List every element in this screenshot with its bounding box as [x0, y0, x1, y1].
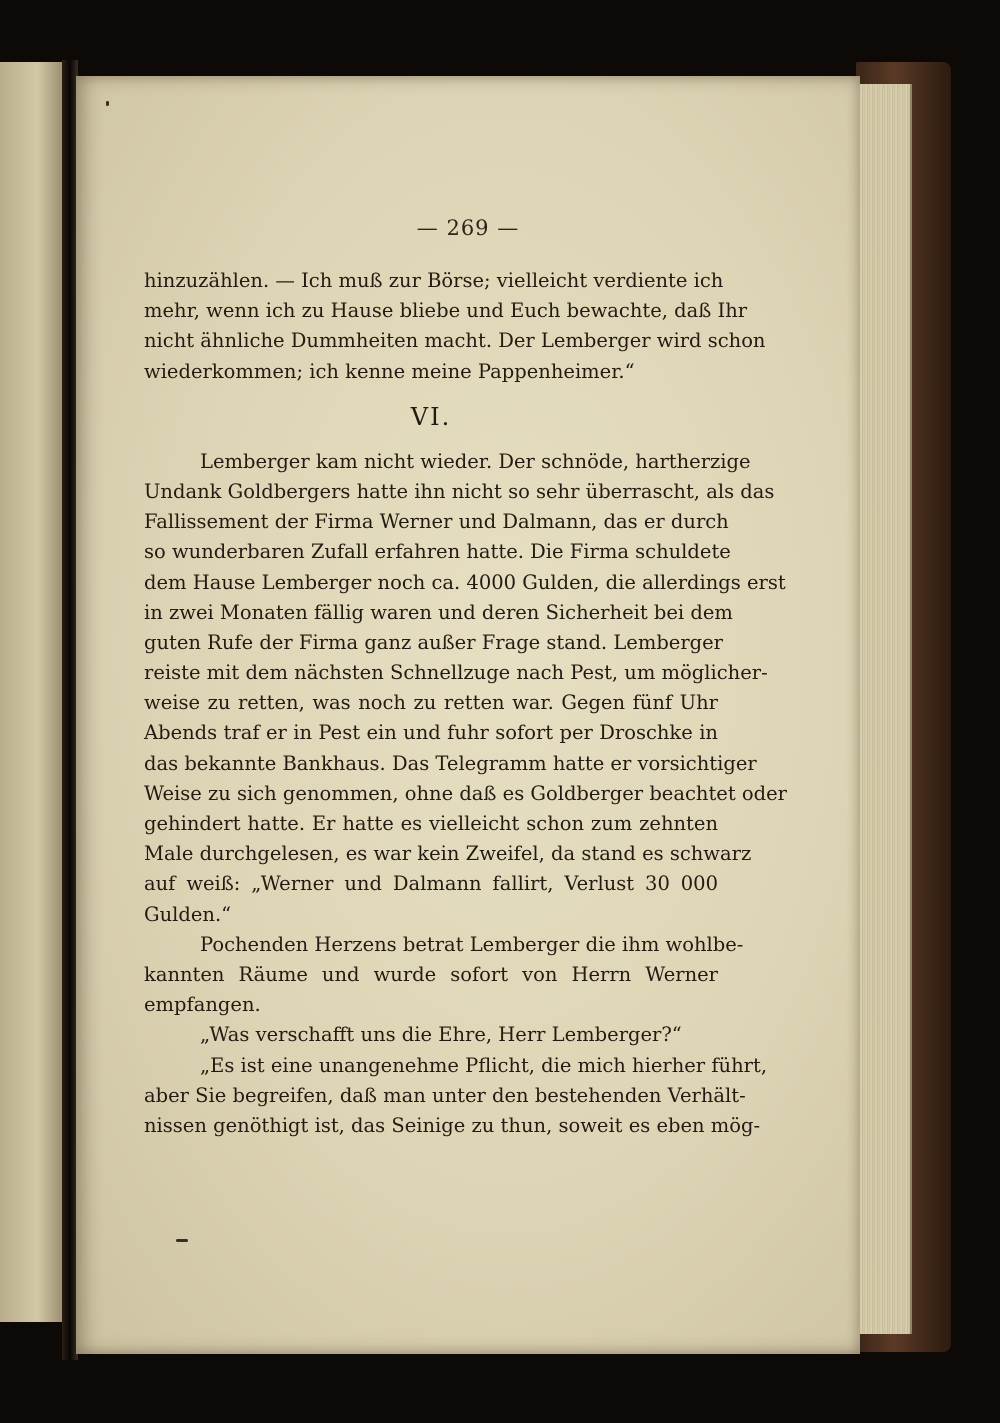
ink-speck	[106, 101, 109, 106]
text-line: Lemberger kam nicht wieder. Der schnöde, hartherzige	[200, 449, 751, 473]
text-line: gehindert hatte. Er hatte es vielleicht schon zum zehnten	[144, 812, 718, 835]
page-edges	[858, 84, 912, 1334]
text-line: Pochenden Herzens betrat Lemberger die ihm wohlbe-	[200, 932, 744, 956]
text-line: Fallissement der Firma Werner und Dalmann, das er durch	[144, 510, 729, 534]
text-line: aber Sie begreifen, daß man unter den bestehenden Verhält-	[144, 1083, 746, 1107]
text-line: kannten Räume und wurde sofort von Herrn Werner	[144, 962, 718, 986]
text-line: Male durchgelesen, es war kein Zweifel, da stand es schwarz	[144, 842, 752, 866]
text-line: guten Rufe der Firma ganz außer Frage stand. Lemberger	[144, 630, 724, 654]
paragraph-2	[144, 447, 787, 930]
paragraph-4	[144, 1020, 718, 1050]
text-line: das bekannte Bankhaus. Das Telegramm hatte er vorsichtiger	[144, 751, 757, 775]
text-line: wiederkommen; ich kenne meine Pappenheimer.“	[144, 359, 635, 383]
text-line: Abends traf er in Pest ein und fuhr sofort per Droschke in	[144, 721, 718, 745]
text-line: in zwei Monaten fällig waren und deren Sicherheit bei dem	[144, 600, 733, 624]
book-page	[76, 76, 860, 1354]
page-number: — 269 —	[416, 216, 520, 240]
text-line: nicht ähnliche Dummheiten macht. Der Lemberger wird schon	[144, 329, 766, 353]
ink-speck	[176, 1239, 188, 1242]
left-page-edge	[0, 62, 62, 1322]
text-line: weise zu retten, was noch zu retten war. Gegen fünf Uhr	[144, 691, 718, 715]
text-line: hinzuzählen. — Ich muß zur Börse; vielleicht verdiente ich	[144, 269, 724, 292]
page-text	[144, 266, 787, 1141]
text-line: so wunderbaren Zufall erfahren hatte. Die Firma schuldete	[144, 540, 731, 564]
text-line: Weise zu sich genommen, ohne daß es Goldberger beachtet oder	[144, 781, 787, 805]
text-line: reiste mit dem nächsten Schnellzuge nach Pest, um möglicher-	[144, 661, 768, 685]
text-line: empfangen.	[144, 993, 261, 1017]
text-line: Undank Goldbergers hatte ihn nicht so sehr überrascht, als das	[144, 479, 775, 503]
text-line: auf weiß: „Werner und Dalmann fallirt, Verlust 30 000	[144, 872, 718, 896]
text-line: „Was verschafft uns die Ehre, Herr Lemberger?“	[200, 1023, 682, 1047]
text-line: „Es ist eine unangenehme Pflicht, die mich hierher führt,	[200, 1053, 768, 1077]
paragraph-5	[144, 1051, 768, 1142]
chapter-heading: VI.	[410, 402, 452, 431]
paragraph-1	[144, 266, 766, 387]
text-line: dem Hause Lemberger noch ca. 4000 Gulden, die allerdings erst	[144, 570, 786, 594]
paragraph-3	[144, 930, 744, 1021]
text-line: nissen genöthigt ist, das Seinige zu thun, soweit es eben mög-	[144, 1113, 761, 1137]
text-line: Gulden.“	[144, 902, 232, 926]
text-line: mehr, wenn ich zu Hause bliebe und Euch bewachte, daß Ihr	[144, 299, 748, 323]
